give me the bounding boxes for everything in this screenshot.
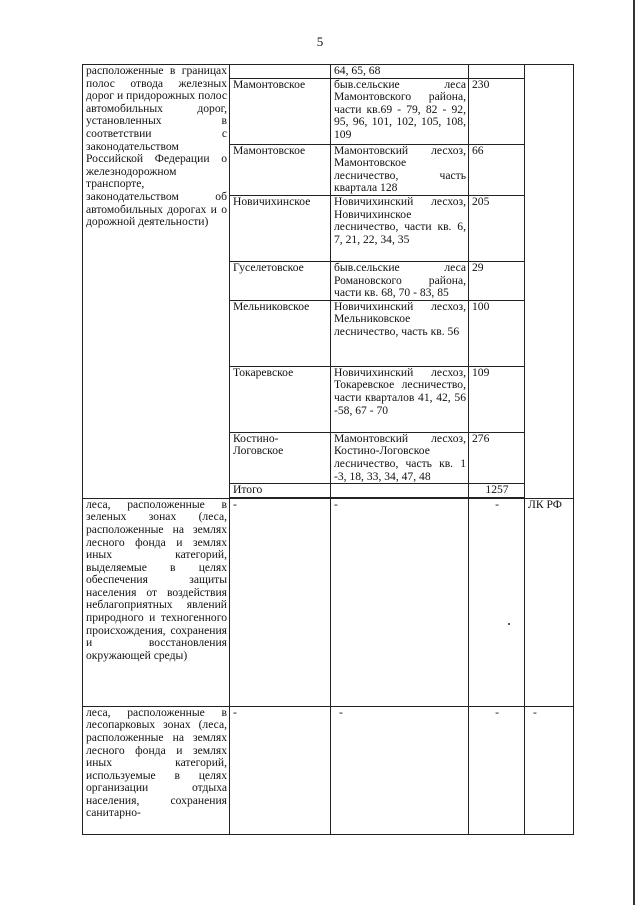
category-cell: леса, расположенные в зеленых зонах (леса, расположенные на землях лесного фонда и землях иных категорий, выделяемые в целях обеспечения защиты населения от воздействия неблагоприятных явлений природного и техногенного происхождения, сохранения и восстановления окружающей среды) bbox=[83, 498, 230, 706]
description-cell: быв.сельские леса Романовского района, части кв. 68, 70 - 83, 85 bbox=[331, 261, 469, 300]
area-cell: 100 bbox=[469, 300, 525, 366]
table-row bbox=[83, 65, 574, 79]
dash-cell: - bbox=[230, 706, 331, 834]
district-cell: Мамонтовское bbox=[230, 78, 331, 144]
area-cell: 29 bbox=[469, 261, 525, 300]
description-cell: Новичихинский лесхоз, Мельниковское лесничество, часть кв. 56 bbox=[331, 300, 469, 366]
district-cell: Токаревское bbox=[230, 366, 331, 432]
district-cell: Мамонтовское bbox=[230, 144, 331, 195]
description-cell: Мамонтовский лесхоз, Мамонтовское лесничество, часть квартала 128 bbox=[331, 144, 469, 195]
area-cell: 230 bbox=[469, 78, 525, 144]
total-spacer bbox=[331, 484, 469, 498]
legal-basis-cell bbox=[525, 65, 574, 499]
table-row bbox=[83, 706, 574, 834]
district-cell: Новичихинское bbox=[230, 195, 331, 261]
description-cell: Мамонтовский лесхоз, Костино-Логовское лесничество, часть кв. 1 -3, 18, 33, 34, 47, 48 bbox=[331, 432, 469, 483]
category-cell: расположенные в границах полос отвода железных дорог и придорожных полос автомобильных дорог, установленных в соответствии с законодательством Российской Федерации о железнодорожном транспорте, законодательством об автомобильных дорогах и о дорожной деятельности) bbox=[83, 65, 230, 499]
district-cell: Мельниковское bbox=[230, 300, 331, 366]
scan-edge-line bbox=[633, 0, 635, 905]
district-cell: Костино-Логовское bbox=[230, 432, 331, 483]
dash-cell: - bbox=[230, 498, 331, 706]
area-cell: 109 bbox=[469, 366, 525, 432]
forest-category-table bbox=[82, 64, 574, 835]
table-row bbox=[83, 498, 574, 706]
dash-cell: - bbox=[469, 498, 525, 706]
total-value: 1257 bbox=[469, 484, 525, 498]
district-cell: Гуселетовское bbox=[230, 261, 331, 300]
area-cell: 205 bbox=[469, 195, 525, 261]
area-cell bbox=[469, 65, 525, 79]
total-label: Итого bbox=[230, 484, 331, 498]
dash-cell: - bbox=[331, 706, 469, 834]
district-cell bbox=[230, 65, 331, 79]
dash-cell: - bbox=[525, 706, 574, 834]
description-cell: 64, 65, 68 bbox=[331, 65, 469, 79]
description-cell: Новичихинский лесхоз, Токаревское лесничество, части кварталов 41, 42, 56 -58, 67 - 70 bbox=[331, 366, 469, 432]
area-cell: 276 bbox=[469, 432, 525, 483]
dash-cell: - bbox=[469, 706, 525, 834]
dash-cell: - bbox=[331, 498, 469, 706]
category-cell: леса, расположенные в лесопарковых зонах (леса, расположенные на землях лесного фонда и землях иных категорий, используемые в целях организации отдыха населения, сохранения санитарно- bbox=[83, 706, 230, 834]
area-cell: 66 bbox=[469, 144, 525, 195]
legal-basis-cell: ЛК РФ bbox=[525, 498, 574, 706]
description-cell: Новичихинский лесхоз, Новичихинское лесничество, части кв. 6, 7, 21, 22, 34, 35 bbox=[331, 195, 469, 261]
page-number: 5 bbox=[316, 34, 324, 49]
scan-speck bbox=[508, 623, 510, 625]
description-cell: быв.сельские леса Мамонтовского района, части кв.69 - 79, 82 - 92, 95, 96, 101, 102, 105, 108, 109 bbox=[331, 78, 469, 144]
